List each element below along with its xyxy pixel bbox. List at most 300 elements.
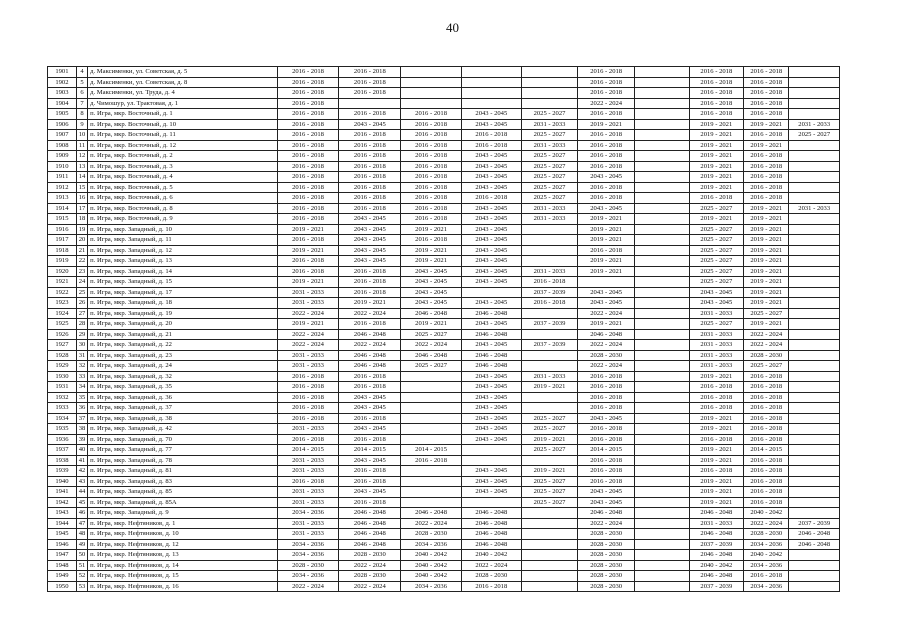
cell-period-col-8 (634, 371, 689, 382)
cell-period-col-3 (401, 497, 462, 508)
cell-period-col-4: 2043 - 2045 (461, 319, 521, 330)
cell-period-col-1: 2031 - 2033 (277, 350, 339, 361)
cell-period-col-4: 2043 - 2045 (461, 413, 521, 424)
cell-period-col-10: 2016 - 2018 (744, 571, 789, 582)
cell-period-col-9: 2025 - 2027 (689, 245, 744, 256)
cell-period-col-7: 2019 - 2021 (578, 319, 635, 330)
cell-item-number: 24 (76, 277, 87, 288)
cell-period-col-4: 2043 - 2045 (461, 172, 521, 183)
cell-period-col-5: 2031 - 2033 (521, 203, 578, 214)
page-number: 40 (446, 20, 459, 35)
cell-period-col-3 (401, 88, 462, 99)
cell-period-col-3: 2016 - 2018 (401, 109, 462, 120)
cell-period-col-7: 2043 - 2045 (578, 203, 635, 214)
cell-period-col-5 (521, 529, 578, 540)
cell-period-col-3: 2014 - 2015 (401, 445, 462, 456)
table-row (48, 571, 840, 582)
cell-period-col-5 (521, 350, 578, 361)
cell-period-col-1: 2019 - 2021 (277, 245, 339, 256)
cell-period-col-9: 2016 - 2018 (689, 434, 744, 445)
cell-period-col-9: 2019 - 2021 (689, 497, 744, 508)
cell-period-col-8 (634, 350, 689, 361)
cell-period-col-11: 2031 - 2033 (789, 119, 840, 130)
cell-period-col-3 (401, 371, 462, 382)
cell-period-col-7: 2016 - 2018 (578, 434, 635, 445)
cell-row-index: 1926 (48, 329, 77, 340)
cell-row-index: 1948 (48, 560, 77, 571)
cell-period-col-8 (634, 224, 689, 235)
cell-period-col-1: 2031 - 2033 (277, 287, 339, 298)
cell-period-col-4: 2043 - 2045 (461, 371, 521, 382)
cell-period-col-1: 2016 - 2018 (277, 172, 339, 183)
cell-period-col-3: 2016 - 2018 (401, 455, 462, 466)
cell-period-col-9: 2019 - 2021 (689, 371, 744, 382)
cell-period-col-3 (401, 392, 462, 403)
cell-period-col-5 (521, 235, 578, 246)
cell-row-index: 1903 (48, 88, 77, 99)
cell-period-col-1: 2016 - 2018 (277, 98, 339, 109)
cell-period-col-11: 2046 - 2048 (789, 539, 840, 550)
cell-address: п. Игра, мкр. Восточный, д. 11 (88, 130, 278, 141)
cell-period-col-4: 2043 - 2045 (461, 424, 521, 435)
cell-period-col-3: 2016 - 2018 (401, 235, 462, 246)
cell-period-col-5: 2025 - 2027 (521, 445, 578, 456)
cell-address: п. Игра, мкр. Западный, д. 83 (88, 476, 278, 487)
cell-period-col-7: 2016 - 2018 (578, 77, 635, 88)
cell-period-col-1: 2016 - 2018 (277, 403, 339, 414)
cell-period-col-11 (789, 392, 840, 403)
table-body (48, 67, 840, 592)
cell-period-col-10: 2019 - 2021 (744, 287, 789, 298)
cell-address: п. Игра, мкр. Западный, д. 22 (88, 340, 278, 351)
table-row (48, 182, 840, 193)
cell-period-col-3: 2040 - 2042 (401, 550, 462, 561)
cell-period-col-3: 2016 - 2018 (401, 172, 462, 183)
cell-period-col-8 (634, 140, 689, 151)
cell-period-col-3: 2022 - 2024 (401, 518, 462, 529)
cell-period-col-10: 2016 - 2018 (744, 413, 789, 424)
cell-row-index: 1912 (48, 182, 77, 193)
cell-period-col-10: 2019 - 2021 (744, 119, 789, 130)
table-row (48, 455, 840, 466)
cell-period-col-3: 2040 - 2042 (401, 560, 462, 571)
cell-period-col-11 (789, 235, 840, 246)
cell-period-col-10: 2019 - 2021 (744, 298, 789, 309)
cell-period-col-7: 2028 - 2030 (578, 560, 635, 571)
cell-period-col-9: 2043 - 2045 (689, 287, 744, 298)
cell-period-col-7: 2028 - 2030 (578, 581, 635, 592)
cell-period-col-7: 2016 - 2018 (578, 403, 635, 414)
cell-period-col-9: 2040 - 2042 (689, 560, 744, 571)
cell-period-col-8 (634, 476, 689, 487)
cell-period-col-10: 2019 - 2021 (744, 203, 789, 214)
table-row (48, 308, 840, 319)
table-row (48, 67, 840, 78)
cell-period-col-9: 2031 - 2033 (689, 350, 744, 361)
cell-period-col-7: 2043 - 2045 (578, 487, 635, 498)
cell-period-col-7: 2016 - 2018 (578, 151, 635, 162)
table-row (48, 518, 840, 529)
cell-period-col-11 (789, 476, 840, 487)
cell-period-col-2: 2016 - 2018 (339, 287, 401, 298)
cell-address: д. Максименки, ул. Труда, д. 4 (88, 88, 278, 99)
table-row (48, 487, 840, 498)
cell-period-col-8 (634, 539, 689, 550)
cell-period-col-3 (401, 424, 462, 435)
cell-period-col-9: 2046 - 2048 (689, 571, 744, 582)
cell-period-col-8 (634, 77, 689, 88)
cell-period-col-1: 2016 - 2018 (277, 77, 339, 88)
cell-period-col-8 (634, 445, 689, 456)
cell-period-col-2: 2046 - 2048 (339, 329, 401, 340)
cell-row-index: 1920 (48, 266, 77, 277)
cell-period-col-3: 2016 - 2018 (401, 203, 462, 214)
cell-period-col-5: 2037 - 2039 (521, 287, 578, 298)
cell-row-index: 1940 (48, 476, 77, 487)
cell-period-col-9: 2037 - 2039 (689, 581, 744, 592)
cell-period-col-4: 2046 - 2048 (461, 308, 521, 319)
cell-item-number: 15 (76, 182, 87, 193)
cell-period-col-1: 2019 - 2021 (277, 319, 339, 330)
cell-period-col-2: 2016 - 2018 (339, 476, 401, 487)
cell-period-col-3: 2016 - 2018 (401, 193, 462, 204)
cell-period-col-7: 2016 - 2018 (578, 130, 635, 141)
cell-period-col-7: 2019 - 2021 (578, 119, 635, 130)
cell-period-col-11 (789, 497, 840, 508)
cell-period-col-8 (634, 550, 689, 561)
cell-row-index: 1946 (48, 539, 77, 550)
table-row (48, 193, 840, 204)
cell-period-col-7: 2028 - 2030 (578, 550, 635, 561)
cell-row-index: 1936 (48, 434, 77, 445)
cell-period-col-9: 2019 - 2021 (689, 161, 744, 172)
cell-period-col-1: 2019 - 2021 (277, 224, 339, 235)
cell-period-col-3: 2043 - 2045 (401, 277, 462, 288)
cell-period-col-7: 2016 - 2018 (578, 67, 635, 78)
cell-period-col-2: 2028 - 2030 (339, 550, 401, 561)
cell-item-number: 4 (76, 67, 87, 78)
cell-period-col-2: 2016 - 2018 (339, 413, 401, 424)
table-row (48, 266, 840, 277)
cell-period-col-2: 2022 - 2024 (339, 581, 401, 592)
cell-period-col-11: 2031 - 2033 (789, 203, 840, 214)
cell-period-col-7: 2022 - 2024 (578, 518, 635, 529)
cell-period-col-8 (634, 277, 689, 288)
cell-period-col-11: 2037 - 2039 (789, 518, 840, 529)
table-row (48, 172, 840, 183)
cell-address: п. Игра, мкр. Западный, д. 17 (88, 287, 278, 298)
table-row (48, 98, 840, 109)
cell-period-col-9: 2016 - 2018 (689, 109, 744, 120)
cell-period-col-3: 2016 - 2018 (401, 161, 462, 172)
cell-period-col-1: 2016 - 2018 (277, 67, 339, 78)
cell-period-col-10: 2019 - 2021 (744, 235, 789, 246)
cell-period-col-5 (521, 571, 578, 582)
table-row (48, 319, 840, 330)
cell-period-col-3: 2034 - 2036 (401, 581, 462, 592)
cell-period-col-7: 2028 - 2030 (578, 539, 635, 550)
cell-period-col-9: 2025 - 2027 (689, 266, 744, 277)
cell-row-index: 1910 (48, 161, 77, 172)
cell-period-col-5: 2031 - 2033 (521, 266, 578, 277)
cell-item-number: 35 (76, 392, 87, 403)
cell-period-col-8 (634, 256, 689, 267)
cell-period-col-1: 2016 - 2018 (277, 256, 339, 267)
cell-address: п. Игра, мкр. Восточный, д. 10 (88, 119, 278, 130)
cell-period-col-5: 2025 - 2027 (521, 109, 578, 120)
cell-row-index: 1937 (48, 445, 77, 456)
table-row (48, 119, 840, 130)
cell-period-col-7: 2043 - 2045 (578, 172, 635, 183)
cell-period-col-10: 2022 - 2024 (744, 518, 789, 529)
table-row (48, 371, 840, 382)
cell-period-col-10: 2016 - 2018 (744, 424, 789, 435)
cell-period-col-2: 2043 - 2045 (339, 235, 401, 246)
cell-period-col-4: 2016 - 2018 (461, 581, 521, 592)
cell-period-col-1: 2016 - 2018 (277, 235, 339, 246)
cell-period-col-4: 2022 - 2024 (461, 560, 521, 571)
cell-period-col-9: 2019 - 2021 (689, 182, 744, 193)
cell-address: п. Игра, мкр. Западный, д. 12 (88, 245, 278, 256)
cell-period-col-2: 2016 - 2018 (339, 382, 401, 393)
table-row (48, 560, 840, 571)
cell-period-col-3: 2016 - 2018 (401, 119, 462, 130)
cell-item-number: 8 (76, 109, 87, 120)
cell-period-col-2: 2016 - 2018 (339, 109, 401, 120)
cell-row-index: 1907 (48, 130, 77, 141)
cell-period-col-3: 2034 - 2036 (401, 539, 462, 550)
cell-period-col-2: 2016 - 2018 (339, 466, 401, 477)
cell-period-col-11 (789, 466, 840, 477)
cell-row-index: 1906 (48, 119, 77, 130)
cell-period-col-4: 2016 - 2018 (461, 140, 521, 151)
cell-period-col-3: 2016 - 2018 (401, 151, 462, 162)
table-row (48, 130, 840, 141)
cell-item-number: 33 (76, 371, 87, 382)
cell-period-col-1: 2016 - 2018 (277, 140, 339, 151)
cell-item-number: 21 (76, 245, 87, 256)
cell-row-index: 1915 (48, 214, 77, 225)
cell-period-col-8 (634, 413, 689, 424)
cell-period-col-11 (789, 424, 840, 435)
cell-period-col-9: 2019 - 2021 (689, 119, 744, 130)
cell-address: п. Игра, мкр. Нефтяников, д. 1 (88, 518, 278, 529)
cell-period-col-1: 2016 - 2018 (277, 109, 339, 120)
cell-item-number: 34 (76, 382, 87, 393)
cell-period-col-4: 2043 - 2045 (461, 224, 521, 235)
cell-period-col-9: 2019 - 2021 (689, 445, 744, 456)
cell-period-col-10: 2016 - 2018 (744, 67, 789, 78)
cell-item-number: 6 (76, 88, 87, 99)
cell-period-col-2: 2022 - 2024 (339, 340, 401, 351)
table-row (48, 77, 840, 88)
cell-period-col-11 (789, 109, 840, 120)
cell-period-col-5: 2025 - 2027 (521, 151, 578, 162)
cell-period-col-5: 2025 - 2027 (521, 193, 578, 204)
cell-period-col-11 (789, 245, 840, 256)
cell-period-col-8 (634, 98, 689, 109)
cell-period-col-10: 2019 - 2021 (744, 277, 789, 288)
cell-period-col-3: 2016 - 2018 (401, 182, 462, 193)
cell-row-index: 1904 (48, 98, 77, 109)
table-row (48, 214, 840, 225)
cell-period-col-1: 2031 - 2033 (277, 455, 339, 466)
cell-period-col-2: 2016 - 2018 (339, 140, 401, 151)
cell-period-col-9: 2025 - 2027 (689, 277, 744, 288)
cell-row-index: 1934 (48, 413, 77, 424)
cell-period-col-8 (634, 287, 689, 298)
cell-row-index: 1939 (48, 466, 77, 477)
cell-period-col-8 (634, 581, 689, 592)
cell-address: п. Игра, мкр. Западный, д. 78 (88, 455, 278, 466)
cell-row-index: 1942 (48, 497, 77, 508)
cell-address: п. Игра, мкр. Западный, д. 36 (88, 392, 278, 403)
cell-period-col-4: 2043 - 2045 (461, 340, 521, 351)
cell-period-col-3: 2046 - 2048 (401, 508, 462, 519)
cell-period-col-5 (521, 256, 578, 267)
cell-row-index: 1950 (48, 581, 77, 592)
cell-period-col-9: 2016 - 2018 (689, 98, 744, 109)
cell-item-number: 30 (76, 340, 87, 351)
cell-period-col-1: 2016 - 2018 (277, 203, 339, 214)
cell-item-number: 14 (76, 172, 87, 183)
cell-period-col-4: 2043 - 2045 (461, 109, 521, 120)
cell-period-col-11 (789, 161, 840, 172)
cell-period-col-1: 2031 - 2033 (277, 361, 339, 372)
cell-period-col-9: 2031 - 2033 (689, 361, 744, 372)
cell-item-number: 43 (76, 476, 87, 487)
cell-period-col-1: 2016 - 2018 (277, 214, 339, 225)
cell-period-col-5 (521, 550, 578, 561)
cell-period-col-5 (521, 518, 578, 529)
cell-period-col-1: 2016 - 2018 (277, 392, 339, 403)
cell-item-number: 27 (76, 308, 87, 319)
cell-period-col-8 (634, 382, 689, 393)
cell-address: п. Игра, мкр. Восточный, д. 4 (88, 172, 278, 183)
cell-period-col-3 (401, 434, 462, 445)
cell-period-col-8 (634, 403, 689, 414)
cell-item-number: 11 (76, 140, 87, 151)
cell-address: п. Игра, мкр. Нефтяников, д. 16 (88, 581, 278, 592)
cell-item-number: 13 (76, 161, 87, 172)
cell-period-col-4: 2046 - 2048 (461, 518, 521, 529)
cell-period-col-1: 2016 - 2018 (277, 193, 339, 204)
cell-address: п. Игра, мкр. Западный, д. 18 (88, 298, 278, 309)
cell-period-col-11 (789, 550, 840, 561)
cell-period-col-2: 2019 - 2021 (339, 298, 401, 309)
table-row (48, 224, 840, 235)
cell-period-col-11 (789, 266, 840, 277)
cell-item-number: 41 (76, 455, 87, 466)
cell-period-col-2: 2016 - 2018 (339, 77, 401, 88)
cell-period-col-4: 2046 - 2048 (461, 350, 521, 361)
cell-period-col-8 (634, 130, 689, 141)
table-row (48, 161, 840, 172)
cell-period-col-5: 2016 - 2018 (521, 298, 578, 309)
cell-period-col-3: 2019 - 2021 (401, 319, 462, 330)
cell-period-col-5 (521, 308, 578, 319)
cell-period-col-7: 2016 - 2018 (578, 424, 635, 435)
cell-period-col-11 (789, 256, 840, 267)
cell-period-col-11 (789, 287, 840, 298)
cell-item-number: 49 (76, 539, 87, 550)
cell-period-col-7: 2043 - 2045 (578, 413, 635, 424)
cell-period-col-8 (634, 497, 689, 508)
cell-period-col-10: 2019 - 2021 (744, 266, 789, 277)
cell-period-col-5 (521, 224, 578, 235)
cell-row-index: 1908 (48, 140, 77, 151)
cell-period-col-7: 2014 - 2015 (578, 445, 635, 456)
cell-period-col-3: 2046 - 2048 (401, 308, 462, 319)
cell-period-col-7: 2022 - 2024 (578, 361, 635, 372)
cell-period-col-8 (634, 151, 689, 162)
cell-period-col-3 (401, 466, 462, 477)
cell-period-col-2: 2043 - 2045 (339, 256, 401, 267)
cell-period-col-1: 2016 - 2018 (277, 382, 339, 393)
cell-period-col-3: 2043 - 2045 (401, 287, 462, 298)
cell-period-col-8 (634, 571, 689, 582)
cell-period-col-10: 2016 - 2018 (744, 455, 789, 466)
cell-address: п. Игра, мкр. Нефтяников, д. 10 (88, 529, 278, 540)
cell-item-number: 19 (76, 224, 87, 235)
cell-period-col-11 (789, 67, 840, 78)
cell-period-col-8 (634, 466, 689, 477)
cell-period-col-1: 2031 - 2033 (277, 466, 339, 477)
cell-period-col-5 (521, 98, 578, 109)
cell-period-col-2: 2046 - 2048 (339, 529, 401, 540)
cell-address: п. Игра, мкр. Восточный, д. 1 (88, 109, 278, 120)
cell-period-col-10: 2034 - 2036 (744, 581, 789, 592)
cell-period-col-7: 2046 - 2048 (578, 329, 635, 340)
cell-period-col-1: 2016 - 2018 (277, 371, 339, 382)
cell-row-index: 1901 (48, 67, 77, 78)
cell-period-col-5 (521, 392, 578, 403)
cell-period-col-5: 2031 - 2033 (521, 119, 578, 130)
cell-row-index: 1947 (48, 550, 77, 561)
cell-period-col-11 (789, 455, 840, 466)
cell-period-col-11 (789, 193, 840, 204)
cell-item-number: 47 (76, 518, 87, 529)
cell-period-col-11 (789, 140, 840, 151)
cell-period-col-10: 2016 - 2018 (744, 403, 789, 414)
cell-row-index: 1902 (48, 77, 77, 88)
cell-address: п. Игра, мкр. Западный, д. 10 (88, 224, 278, 235)
cell-period-col-11 (789, 560, 840, 571)
cell-address: п. Игра, мкр. Западный, д. 81 (88, 466, 278, 477)
cell-row-index: 1913 (48, 193, 77, 204)
cell-item-number: 18 (76, 214, 87, 225)
cell-period-col-5 (521, 508, 578, 519)
cell-period-col-7: 2043 - 2045 (578, 298, 635, 309)
cell-period-col-1: 2016 - 2018 (277, 130, 339, 141)
cell-period-col-4: 2043 - 2045 (461, 235, 521, 246)
cell-period-col-3: 2016 - 2018 (401, 214, 462, 225)
cell-period-col-1: 2019 - 2021 (277, 277, 339, 288)
cell-address: п. Игра, мкр. Восточный, д. 6 (88, 193, 278, 204)
cell-period-col-11 (789, 403, 840, 414)
cell-row-index: 1945 (48, 529, 77, 540)
cell-period-col-10: 2025 - 2027 (744, 308, 789, 319)
cell-period-col-4: 2043 - 2045 (461, 403, 521, 414)
cell-period-col-4: 2028 - 2030 (461, 571, 521, 582)
cell-address: п. Игра, мкр. Нефтяников, д. 12 (88, 539, 278, 550)
cell-period-col-2: 2016 - 2018 (339, 161, 401, 172)
cell-address: п. Игра, мкр. Нефтяников, д. 13 (88, 550, 278, 561)
cell-period-col-2: 2016 - 2018 (339, 319, 401, 330)
cell-period-col-10: 2025 - 2027 (744, 361, 789, 372)
cell-period-col-7: 2028 - 2030 (578, 571, 635, 582)
cell-period-col-11 (789, 151, 840, 162)
